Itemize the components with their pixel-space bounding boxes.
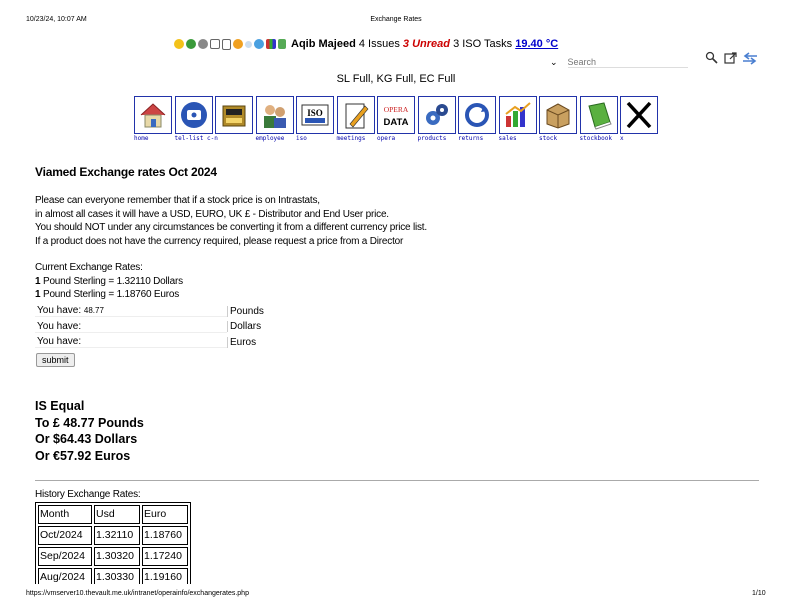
table-row: [38, 547, 188, 566]
unread-link[interactable]: Unread: [412, 38, 450, 50]
nav-opera[interactable]: OPERA DATA opera: [377, 96, 415, 142]
table-cell: 1.18760: [142, 526, 188, 545]
returns-icon: [462, 100, 492, 130]
bucket-icon[interactable]: [278, 39, 286, 49]
svg-text:OPERA: OPERA: [383, 105, 409, 114]
copy-icon[interactable]: [222, 39, 231, 50]
table-cell: Sep/2024: [38, 547, 92, 566]
table-cell: 1.19160: [142, 568, 188, 587]
nav-sales[interactable]: sales: [499, 96, 537, 142]
print-url: https://vmserver10.thevault.me.uk/intranet/operainfo/exchangerates.php: [26, 590, 249, 597]
table-cell: 1.30330: [94, 568, 140, 587]
table-cell: 1.30320: [94, 547, 140, 566]
divider: [35, 480, 759, 481]
star-icon[interactable]: [174, 39, 184, 49]
rate-eur: 1 Pound Sterling = 1.18760 Euros: [35, 289, 180, 300]
chevron-down-icon[interactable]: ⌄: [550, 56, 558, 67]
home-icon: [138, 100, 168, 130]
notice-line: You should NOT under any circumstances be converting it from a different currency price list.: [35, 222, 427, 233]
print-page-number: 1/10: [752, 590, 766, 597]
unread-count: 3: [402, 38, 410, 50]
column-header-month: Month: [38, 505, 92, 524]
history-table: [35, 502, 191, 590]
iso-icon: [300, 100, 330, 130]
print-datetime: 10/23/24, 10:07 AM: [26, 16, 87, 23]
issues-count: 4: [358, 38, 365, 50]
current-rates-title: Current Exchange Rates:: [35, 262, 143, 273]
rate-usd: 1 Pound Sterling = 1.32110 Dollars: [35, 275, 183, 287]
iso-tasks-link[interactable]: ISO Tasks: [462, 38, 513, 50]
table-cell: 1.32110: [94, 526, 140, 545]
result-line: Or €57.92 Euros: [35, 448, 131, 463]
notice-line: in almost all cases it will have a USD, EURO, UK £ - Distributor and End User price.: [35, 208, 389, 220]
ledger-status: SL Full, KG Full, EC Full: [336, 73, 456, 85]
nav-iso[interactable]: ISO iso: [296, 96, 334, 142]
stock-box-icon: [543, 100, 573, 130]
user-name: Aqib Majeed: [291, 38, 356, 50]
x-icon: [624, 100, 654, 130]
weather-icon[interactable]: [254, 39, 264, 49]
nav-x[interactable]: x: [620, 96, 658, 142]
result-line: To £ 48.77 Pounds: [35, 415, 144, 430]
table-row: [38, 526, 188, 545]
nav-toolbar: [134, 96, 661, 142]
nav-tel-list[interactable]: tel-list c-n: [175, 96, 213, 142]
opera-data-icon: [381, 100, 411, 130]
notepad-icon: [341, 100, 371, 130]
column-header-usd: Usd: [94, 505, 140, 524]
notice-line: If a product does not have the currency required, please request a price from a Director: [35, 235, 404, 247]
column-header-euro: Euro: [142, 505, 188, 524]
nav-returns[interactable]: returns: [458, 96, 496, 142]
dollars-field[interactable]: You have:: [35, 321, 227, 333]
employees-icon: [260, 100, 290, 130]
search-input[interactable]: [568, 57, 688, 68]
nav-cash[interactable]: [215, 96, 253, 142]
dollars-row: [35, 319, 755, 335]
smiley-icon[interactable]: [233, 39, 243, 49]
main-content: [35, 165, 755, 590]
stockbook-icon: [584, 100, 614, 130]
cash-register-icon: [219, 100, 249, 130]
nav-home[interactable]: home: [134, 96, 172, 142]
nav-stockbook[interactable]: stockbook: [580, 96, 618, 142]
chart-icon[interactable]: [266, 39, 276, 49]
converter-form: [35, 304, 755, 369]
telephone-icon: [179, 100, 209, 130]
page-title: Viamed Exchange rates Oct 2024: [35, 165, 217, 179]
table-header-row: [38, 505, 188, 524]
calendar-icon[interactable]: [210, 39, 220, 49]
nav-stock[interactable]: stock: [539, 96, 577, 142]
result-line: Or $64.43 Dollars: [35, 432, 138, 446]
sales-chart-icon: [503, 100, 533, 130]
print-title: Exchange Rates: [370, 16, 422, 23]
products-icon: [422, 100, 452, 130]
pounds-label: Pounds: [227, 306, 264, 317]
nav-employee[interactable]: employee: [256, 96, 294, 142]
euros-row: [35, 335, 755, 351]
svg-text:DATA: DATA: [383, 117, 409, 128]
notice-text: [35, 194, 755, 248]
gear-icon[interactable]: [198, 39, 208, 49]
table-cell: Aug/2024: [38, 568, 92, 587]
pounds-row: [35, 304, 755, 320]
top-status-bar: [174, 37, 558, 51]
euros-label: Euros: [227, 337, 256, 348]
issues-link[interactable]: Issues: [368, 38, 400, 50]
conversion-result: [35, 398, 755, 464]
footer-band: [0, 584, 792, 612]
history-title: History Exchange Rates:: [35, 489, 141, 500]
dollars-label: Dollars: [227, 321, 261, 332]
svg-text:ISO: ISO: [307, 108, 323, 118]
nav-products[interactable]: products: [418, 96, 456, 142]
euros-field[interactable]: You have:: [35, 336, 227, 348]
pounds-field[interactable]: You have: 48.77: [35, 305, 227, 317]
tasks-count: 3: [453, 38, 460, 50]
temperature-link[interactable]: 19.40 °C: [515, 38, 559, 50]
table-cell: Oct/2024: [38, 526, 92, 545]
search-bar: [550, 54, 760, 70]
result-line: IS Equal: [35, 399, 85, 413]
nav-meetings[interactable]: meetings: [337, 96, 375, 142]
refresh-icon[interactable]: [186, 39, 196, 49]
notice-line: Please can everyone remember that if a stock price is on Intrastats,: [35, 195, 320, 206]
sun-icon[interactable]: [245, 41, 252, 48]
current-rates: [35, 261, 755, 302]
table-cell: 1.17240: [142, 547, 188, 566]
submit-button[interactable]: submit: [36, 353, 75, 367]
